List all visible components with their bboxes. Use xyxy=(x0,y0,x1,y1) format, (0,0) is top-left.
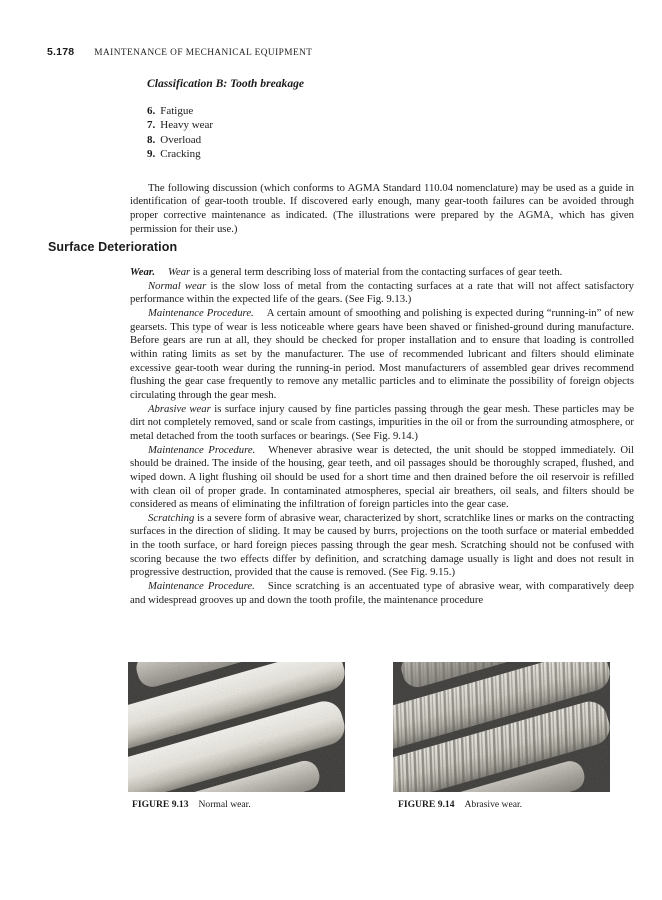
list-item-label: Heavy wear xyxy=(160,119,214,132)
text-run: A certain amount of smoothing and polishing is expected during “running-in” of new gearsets. This type of wear is less noticeable where gears have been shaved or finished-ground during manufacture. Before gears are run at all, they should be checked for proper installation and to ensure that loading is controlled within rating limits as set by the manufacturer. The use of recommended lubricant and filters should eliminate excessive gear-tooth wear during the running-in period. Most manufacturers of assembled gear drives recommend flushing the gear case frequently to remove any metallic particles and to eliminate the possibility of foreign objects circulating through the gear mesh. xyxy=(130,306,634,401)
figure-label: FIGURE 9.13 xyxy=(132,799,189,810)
figure-9-13-caption xyxy=(132,799,251,810)
list-item xyxy=(147,118,213,132)
running-head xyxy=(47,46,312,58)
text-run: Wear xyxy=(168,266,191,278)
list-item-label: Fatigue xyxy=(160,105,194,117)
text-run: Since scratching is an accentuated type of abrasive wear, with comparatively deep and widespread grooves up and down the tooth profile, the maintenance procedure xyxy=(130,580,634,606)
list-item-number: 9. xyxy=(147,148,156,161)
gear-photo-normal-wear-image xyxy=(128,662,345,792)
paragraph xyxy=(130,280,634,307)
text-run: Wear. xyxy=(130,266,156,278)
text-run: Scratching xyxy=(148,511,195,524)
text-run: Normal wear xyxy=(148,279,207,292)
figure-caption-text: Abrasive wear. xyxy=(464,799,523,810)
text-run: Maintenance Procedure. xyxy=(148,443,256,456)
list-item xyxy=(147,104,213,118)
figure-label: FIGURE 9.14 xyxy=(398,799,455,810)
paragraph xyxy=(130,403,634,444)
text-run: Abrasive wear xyxy=(148,402,211,415)
text-run: is the slow loss of metal from the contacting surfaces at a rate that will not affect satisfactory performance within the expected life of the gears. (See Fig. 9.13.) xyxy=(130,279,634,306)
list-item-label: Overload xyxy=(160,133,202,146)
list-item-number: 8. xyxy=(147,133,156,146)
gear-photo-abrasive-wear-image xyxy=(393,662,610,792)
figure-9-14-caption xyxy=(398,799,522,810)
paragraph xyxy=(130,580,634,607)
paragraph xyxy=(130,307,634,403)
text-run: is surface injury caused by fine particles passing through the gear mesh. These particles may be dirt not completely removed, sand or scale from castings, impurities in the oil or from the surrounding atmosphere, or metal detached from the tooth surfaces or bearings. (See Fig. 9.14.) xyxy=(130,402,634,442)
text-run: is a general term describing loss of material from the contacting surfaces of gear teeth. xyxy=(190,266,563,278)
text-run: Maintenance Procedure. xyxy=(148,306,254,319)
figure-9-14 xyxy=(393,662,610,792)
text-run: Whenever abrasive wear is detected, the unit should be stopped immediately. Oil should be drained. The inside of the housing, gear teeth, and oil passages should be thoroughly scraped, flushed, and wiped down. A light flushing oil should be used for a short time and then drained before the oil reservoir is refilled with clean oil of proper grade. In contaminated atmospheres, special air breathers, oil seals, and filters should be considered as means of eliminating the infiltration of foreign particles into the gear case. xyxy=(130,443,634,511)
paragraph xyxy=(130,512,634,580)
breakage-list xyxy=(147,104,213,162)
classification-heading: Classification B: Tooth breakage xyxy=(147,77,305,90)
body-column xyxy=(130,266,634,666)
list-item xyxy=(147,133,213,147)
list-item xyxy=(147,147,213,161)
text-run: is a severe form of abrasive wear, characterized by short, scratchlike lines or marks on the contracting surfaces in the direction of sliding. It may be caused by burrs, projections on the tooth surface or material embedded in the tooth surface, or hard foreign pieces passing through the gear mesh. Scratching should not be confused with scoring because the two effects differ by definition, and scratching damage usually is light and does not result in progressive destruction, provided that the cause is removed. (See Fig. 9.15.) xyxy=(130,511,634,579)
list-item-number: 6. xyxy=(147,105,156,117)
section-heading-surface-deterioration: Surface Deterioration xyxy=(48,240,178,254)
list-item-number: 7. xyxy=(147,119,156,132)
paragraph xyxy=(130,266,634,280)
intro-paragraph: The following discussion (which conforms to AGMA Standard 110.04 nomenclature) may be used as a guide in identification of gear-tooth trouble. If discovered early enough, many gear-tooth failures can be avoided through proper corrective maintenance as indicated. (The illustrations were prepared by the AGMA, which has given permission for their use.) xyxy=(130,181,634,235)
text-run: Maintenance Procedure. xyxy=(148,580,255,593)
running-head-title: MAINTENANCE OF MECHANICAL EQUIPMENT xyxy=(94,48,313,58)
list-item-label: Cracking xyxy=(160,148,201,161)
page-number: 5.178 xyxy=(47,46,75,58)
figure-9-13 xyxy=(128,662,345,792)
figure-caption-text: Normal wear. xyxy=(198,799,251,810)
paragraph xyxy=(130,444,634,512)
